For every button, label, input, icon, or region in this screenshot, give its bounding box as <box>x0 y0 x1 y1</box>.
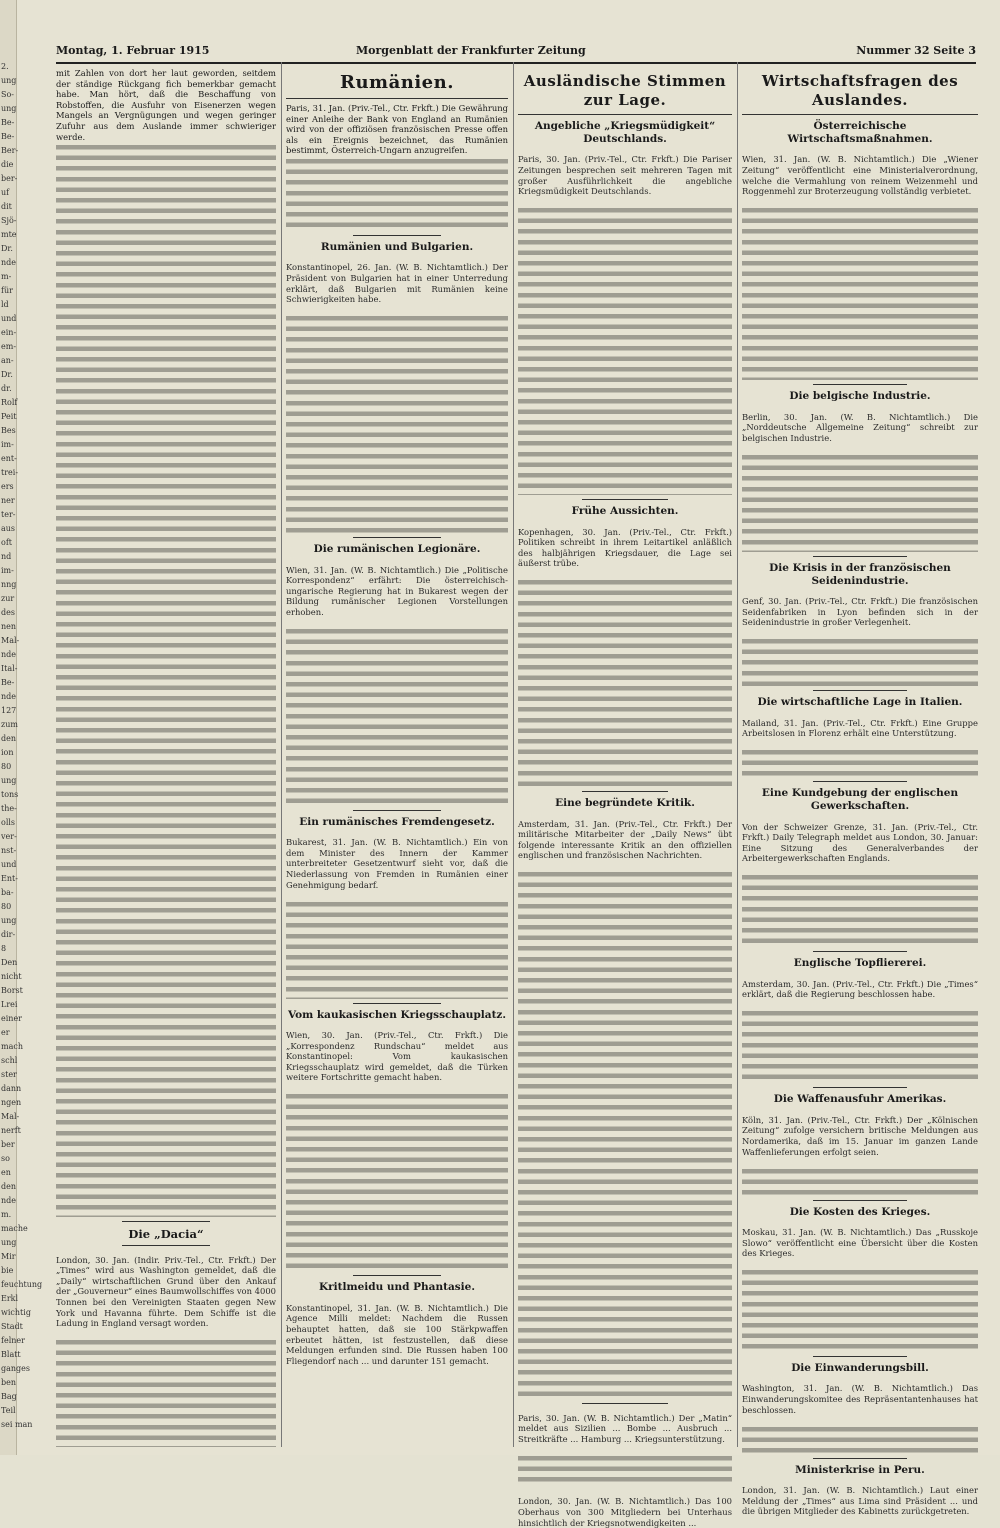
subheading-einwanderungsbill: Die Einwanderungsbill. <box>791 1362 929 1375</box>
left-edge-fragment: ein- <box>1 328 17 337</box>
left-edge-fragment: so <box>1 1154 10 1163</box>
col3-sub2-body <box>518 577 732 787</box>
col3-sub3-body <box>518 869 732 1399</box>
left-edge-fragment: Teil <box>1 1406 16 1415</box>
left-edge-fragment: ung <box>1 1238 17 1247</box>
subheading-gewerkschaften: Eine Kundgebung der englischen Gewerkschaften. <box>761 787 959 813</box>
subheading-belgische-industrie: Die belgische Industrie. <box>789 390 931 403</box>
left-edge-fragment: Rolf <box>1 398 18 407</box>
subheading-begruendete-kritik: Eine begründete Kritik. <box>555 797 695 810</box>
subheading-fruehe-aussichten: Frühe Aussichten. <box>571 505 679 518</box>
subheading-italien: Die wirtschaftliche Lage in Italien. <box>757 696 963 709</box>
left-edge-fragment: Ber- <box>1 146 19 155</box>
divider <box>353 1003 442 1004</box>
left-edge-fragment: olls <box>1 818 16 827</box>
left-edge-fragment: ganges <box>1 1364 31 1373</box>
left-edge-fragment: und <box>1 860 17 869</box>
headline-dacia: Die „Dacia“ <box>128 1227 204 1242</box>
col2-sub1-body <box>286 313 508 533</box>
title-auslaendische-stimmen: Ausländische Stimmen zur Lage. <box>523 72 727 109</box>
divider <box>813 690 907 691</box>
left-edge-fragment: 80 <box>1 902 12 911</box>
left-edge-fragment: ent- <box>1 454 17 463</box>
subheading-kriegsmuedigkeit: Angebliche „Kriegsmüdigkeit“ Deutschlands. <box>534 120 716 145</box>
left-edge-fragment: Ent- <box>1 874 18 883</box>
divider <box>813 1458 907 1459</box>
left-edge-fragment: ben <box>1 1378 17 1387</box>
left-edge-fragment: oft <box>1 538 12 547</box>
divider <box>353 810 442 811</box>
left-edge-fragment: sei man <box>1 1420 33 1429</box>
left-edge-fragment: Den <box>1 958 18 967</box>
left-edge-fragment: the- <box>1 804 17 813</box>
left-edge-fragment: nde <box>1 692 17 701</box>
left-edge-fragment: m. <box>1 1210 12 1219</box>
left-edge-fragment: schl <box>1 1056 18 1065</box>
left-edge-fragment: dr. <box>1 384 12 393</box>
left-edge-fragment: Be- <box>1 132 15 141</box>
left-edge-fragment: Peit <box>1 412 17 421</box>
left-page-edge <box>0 0 43 1455</box>
col1-dacia-body <box>56 1337 276 1447</box>
col3-sub4-body <box>518 1453 732 1488</box>
left-edge-fragment: des <box>1 608 15 617</box>
subheading-legionaere: Die rumänischen Legionäre. <box>313 543 481 556</box>
column-4 <box>742 68 978 1517</box>
left-edge-fragment: Lrei <box>1 1000 18 1009</box>
left-edge-fragment: nicht <box>1 972 22 981</box>
col2-sub5-text: Konstantinopel, 31. Jan. (W. B. Nichtamtlich.) Die Agence Milli meldet: Nachdem die Russen behauptet hatten, daß sie 100 Stärkpwaffen erbeutet hätten, ist festzustellen, daß diese Meldungen erfunden sind. Die Russen haben 100 Fliegendorf nach ... und darunter 151 gemacht. <box>286 1302 508 1366</box>
left-edge-fragment: dir- <box>1 930 16 939</box>
left-edge-fragment: ung <box>1 776 17 785</box>
left-edge-fragment: en <box>1 1168 11 1177</box>
col2-sub2-text: Wien, 31. Jan. (W. B. Nichtamtlich.) Die „Politische Korrespondenz“ erfährt: Die österreichisch-ungarische Regierung hat in Bukarest wegen der Bildung rumänischer Legionen Vorstellungen erhoben. <box>286 564 508 617</box>
col4-sub7-body <box>742 1166 978 1196</box>
title-rumaenien: Rumänien. <box>340 72 454 93</box>
col4-sub6-body <box>742 1008 978 1083</box>
left-edge-fragment: trei- <box>1 468 19 477</box>
left-edge-fragment: ung <box>1 76 17 85</box>
left-edge-fragment: nde <box>1 258 17 267</box>
left-edge-fragment: So- <box>1 90 14 99</box>
left-edge-fragment: mache <box>1 1224 28 1233</box>
left-edge-fragment: zur <box>1 594 15 603</box>
left-edge-fragment: ver- <box>1 832 17 841</box>
left-edge-fragment: feuchtung <box>1 1280 43 1289</box>
col2-sub4-text: Wien, 30. Jan. (Priv.-Tel., Ctr. Frkft.) Die „Korrespondenz Rundschau“ meldet aus Konstantinopel: Vom kaukasischen Kriegsschauplatz wird gemeldet, daß die Türken weitere Fortschritte gemacht haben. <box>286 1030 508 1083</box>
col3-sub1-body <box>518 205 732 495</box>
col4-sub8-body <box>742 1267 978 1352</box>
left-edge-fragment: einer <box>1 1014 23 1023</box>
col4-sub1-body <box>742 205 978 380</box>
divider <box>813 1087 907 1088</box>
col4-sub6-text: Amsterdam, 30. Jan. (Priv.-Tel., Ctr. Frkft.) Die „Times“ erklärt, daß die Regierung beschlossen habe. <box>742 978 978 1000</box>
left-edge-fragment: nst- <box>1 846 17 855</box>
left-edge-fragment: nd <box>1 552 12 561</box>
title-wirtschaftsfragen: Wirtschaftsfragen des Auslandes. <box>761 72 959 109</box>
divider <box>353 235 442 236</box>
left-edge-fragment: ba- <box>1 888 14 897</box>
left-edge-fragment: Ital- <box>1 664 18 673</box>
left-edge-fragment: wichtig <box>1 1308 31 1317</box>
page-header <box>56 40 976 64</box>
left-edge-fragment: tons <box>1 790 19 799</box>
left-edge-fragment: ung <box>1 104 17 113</box>
col2-sub2-body <box>286 626 508 806</box>
left-edge-fragment: 80 <box>1 762 12 771</box>
left-edge-fragment: 8 <box>1 944 7 953</box>
left-edge-fragment: im- <box>1 440 14 449</box>
subheading-rumaenien-bulgarien: Rumänien und Bulgarien. <box>320 240 474 253</box>
subheading-oesterreich: Österreichische Wirtschaftsmaßnahmen. <box>787 120 933 145</box>
col2-sub3-body <box>286 899 508 999</box>
subheading-kaukasus: Vom kaukasischen Kriegsschauplatz. <box>287 1008 507 1021</box>
col1-dacia-text: London, 30. Jan. (Indir. Priv.-Tel., Ctr. Frkft.) Der „Times“ wird aus Washington gemeldet, daß die „Daily“ wirtschaftlichen Grund über den Ankauf der „Gouverneur“ eines Baumwollschiffes von 4000 Tonnen bei den Vereinigten Staaten gegen New York und Havanna führte. Dem Schiffe ist die Ladung in England versagt worden. <box>56 1254 276 1329</box>
col4-sub5-text: Von der Schweizer Grenze, 31. Jan. (Priv.-Tel., Ctr. Frkft.) Daily Telegraph meldet aus London, 30. Januar: Eine Sitzung des Generalverbandes der Arbeitergewerkschaften Englands. <box>742 821 978 864</box>
col2-body-text <box>286 156 508 231</box>
col2-sub4-body <box>286 1091 508 1271</box>
col4-sub9-text: Washington, 31. Jan. (W. B. Nichtamtlich.) Das Einwanderungskomitee des Repräsentantenhauses hat beschlossen. <box>742 1383 978 1415</box>
left-edge-fragment: ter- <box>1 510 16 519</box>
left-edge-fragment: den <box>1 734 17 743</box>
subheading-peru: Ministerkrise in Peru. <box>795 1463 925 1476</box>
divider <box>353 537 442 538</box>
header-date: Montag, 1. Februar 1915 <box>56 44 210 57</box>
col4-sub4-text: Mailand, 31. Jan. (Priv.-Tel., Ctr. Frkft.) Eine Gruppe Arbeitslosen in Florenz erhält eine Unterstützung. <box>742 717 978 739</box>
left-edge-fragment: mach <box>1 1042 23 1051</box>
divider <box>286 98 508 99</box>
col2-sub3-text: Bukarest, 31. Jan. (W. B. Nichtamtlich.) Ein von dem Minister des Innern der Kammer unterbreiteter Gesetzentwurf sieht vor, daß die Niederlassung von Fremden in Rumänien einer Genehmigung bedarf. <box>286 837 508 890</box>
col4-sub10-text: London, 31. Jan. (W. B. Nichtamtlich.) Laut einer Meldung der „Times“ aus Lima sind Präsident ... und die übrigen Mitglieder des Kabinetts zurückgetreten. <box>742 1485 978 1517</box>
left-edge-fragment: ld <box>1 300 9 309</box>
subheading-phantasie: Kritlmeidu und Phantasie. <box>318 1281 476 1294</box>
col4-sub2-text: Berlin, 30. Jan. (W. B. Nichtamtlich.) Die „Norddeutsche Allgemeine Zeitung“ schreibt zur belgischen Industrie. <box>742 411 978 443</box>
subheading-seidenindustrie: Die Krisis in der französischen Seidenindustrie. <box>769 561 951 587</box>
left-edge-fragment: em- <box>1 342 17 351</box>
col4-sub9-body <box>742 1424 978 1454</box>
divider <box>582 1403 668 1404</box>
divider <box>742 114 978 115</box>
divider <box>813 384 907 385</box>
left-edge-fragment: Blatt <box>1 1350 21 1359</box>
left-edge-fragment: Sjö- <box>1 216 17 225</box>
left-edge-fragment: nng <box>1 580 17 589</box>
column-rule <box>513 62 514 1447</box>
left-edge-fragment: und <box>1 314 17 323</box>
col2-lead-text: Paris, 31. Jan. (Priv.-Tel., Ctr. Frkft.) Die Gewährung einer Anleihe der Bank von England an Rumänien wird von der offiziösen französischen Presse offen als ein Ereignis bezeichnet, das Rumänien bestimmt, Österreich-Ungarn anzugreifen. <box>286 103 508 156</box>
left-edge-fragment: Bes <box>1 426 16 435</box>
col4-sub8-text: Moskau, 31. Jan. (W. B. Nichtamtlich.) Das „Russkoje Slowo“ veröffentlicht eine Übersicht über die Kosten des Krieges. <box>742 1226 978 1259</box>
left-edge-fragment: zum <box>1 720 18 729</box>
col4-sub4-body <box>742 747 978 777</box>
left-edge-fragment: ner <box>1 496 15 505</box>
left-edge-fragment: Erkl <box>1 1294 19 1303</box>
divider <box>122 1221 210 1222</box>
column-2 <box>286 68 508 1447</box>
left-edge-fragment: er <box>1 1028 10 1037</box>
divider <box>813 781 907 782</box>
left-edge-fragment: Stadt <box>1 1322 23 1331</box>
col4-sub1-text: Wien, 31. Jan. (W. B. Nichtamtlich.) Die „Wiener Zeitung“ veröffentlicht eine Ministerialverordnung, welche die Vermahlung von reinem Weizenmehl und Roggenmehl zur Broterzeugung vollständig verbietet. <box>742 154 978 197</box>
left-edge-fragment: für <box>1 286 13 295</box>
divider <box>813 1356 907 1357</box>
subheading-topfliererei: Englische Topfliererei. <box>793 957 927 970</box>
col4-sub7-text: Köln, 31. Jan. (Priv.-Tel., Ctr. Frkft.) Der „Kölnischen Zeitung“ zufolge versichern britische Meldungen aus Nordamerika, daß im 15. Januar im ganzen Lande Waffenlieferungen erfolgt seien. <box>742 1114 978 1157</box>
left-edge-fragment: Mal- <box>1 636 20 645</box>
left-edge-fragment: dit <box>1 202 12 211</box>
col3-sub5-text: London, 30. Jan. (W. B. Nichtamtlich.) Das 100 Oberhaus von 300 Mitgliedern bei Unterhaus hinsichtlich der Kriegsnotwendigkeiten ... <box>518 1496 732 1528</box>
header-page-number: Nummer 32 Seite 3 <box>856 44 976 57</box>
left-edge-fragment: Mir <box>1 1252 16 1261</box>
column-3 <box>518 68 732 1528</box>
left-edge-fragment: Dr. <box>1 370 13 379</box>
left-edge-fragment: ung <box>1 916 17 925</box>
subheading-waffenausfuhr: Die Waffenausfuhr Amerikas. <box>773 1093 947 1106</box>
left-edge-fragment: Dr. <box>1 244 13 253</box>
column-1 <box>56 68 276 1447</box>
left-edge-fragment: 127 <box>1 706 17 715</box>
divider <box>353 1275 442 1276</box>
divider <box>582 499 668 500</box>
col3-sub1-text: Paris, 30. Jan. (Priv.-Tel., Ctr. Frkft.) Die Pariser Zeitungen besprechen seit mehreren Tagen mit großer Ausführlichkeit die angebliche Kriegsmüdigkeit Deutschlands. <box>518 154 732 197</box>
left-edge-fragment: uf <box>1 188 10 197</box>
col1-body-text <box>56 142 276 1217</box>
left-edge-fragment: ngen <box>1 1098 22 1107</box>
left-edge-fragment: ster <box>1 1070 17 1079</box>
col1-lead-text: mit Zahlen von dort her laut geworden, seitdem der ständige Rückgang fich bemerkbar gemacht habe. Man hört, daß die Beschaffung von Robstoffen, die Ausfuhr von Eisenerzen wegen Mangels an Vergnügungen und wegen geringer Zufuhr aus dem Auslande immer schwieriger werde. <box>56 68 276 142</box>
left-edge-fragment: ers <box>1 482 14 491</box>
left-edge-fragment: ion <box>1 748 14 757</box>
divider <box>582 791 668 792</box>
subheading-fremdengesetz: Ein rumänisches Fremdengesetz. <box>299 815 495 828</box>
col3-sub2-text: Kopenhagen, 30. Jan. (Priv.-Tel., Ctr. Frkft.) Politiken schreibt in ihrem Leitartikel anläßlich des halbjährigen Kriegsdauer, die Lage sei äußerst trübe. <box>518 526 732 569</box>
divider <box>813 556 907 557</box>
left-edge-fragment: nde <box>1 1196 17 1205</box>
col4-sub3-text: Genf, 30. Jan. (Priv.-Tel., Ctr. Frkft.) Die französischen Seidenfabriken in Lyon befinden sich in der Seidenindustrie in großer Verlegenheit. <box>742 596 978 628</box>
left-edge-fragment: nen <box>1 622 17 631</box>
left-edge-fragment: an- <box>1 356 14 365</box>
divider <box>813 951 907 952</box>
left-edge-fragment: Mal- <box>1 1112 20 1121</box>
left-edge-fragment: die <box>1 160 14 169</box>
left-edge-fragment: Be- <box>1 678 15 687</box>
col2-sub1-text: Konstantinopel, 26. Jan. (W. B. Nichtamtlich.) Der Präsident von Bulgarien hat in einer Unterredung erklärt, daß Bulgarien mit Rumänien keine Schwierigkeiten habe. <box>286 262 508 305</box>
col3-sub4-text: Paris, 30. Jan. (W. B. Nichtamtlich.) Der „Matin“ meldet aus Sizilien ... Bombe ... Ausbruch ... Streitkräfte ... Hamburg ... Kriegsunterstützung. <box>518 1412 732 1445</box>
left-edge-fragment: 2. <box>1 62 9 71</box>
divider <box>813 1200 907 1201</box>
divider <box>122 1245 210 1246</box>
left-edge-fragment: den <box>1 1182 17 1191</box>
left-edge-fragment: im- <box>1 566 14 575</box>
left-edge-fragment: nde <box>1 650 17 659</box>
left-edge-fragment: Bag <box>1 1392 17 1401</box>
left-edge-fragment: ber <box>1 1140 15 1149</box>
left-edge-fragment: Borst <box>1 986 23 995</box>
left-edge-fragment: ber- <box>1 174 18 183</box>
column-rule <box>281 62 282 1447</box>
header-paper-name: Morgenblatt der Frankfurter Zeitung <box>356 44 586 57</box>
left-edge-fragment: bie <box>1 1266 14 1275</box>
left-edge-fragment: felner <box>1 1336 25 1345</box>
divider <box>518 114 732 115</box>
col4-sub2-body <box>742 452 978 552</box>
col3-sub3-text: Amsterdam, 31. Jan. (Priv.-Tel., Ctr. Frkft.) Der militärische Mitarbeiter der „Daily News“ übt folgende interessante Kritik an den offiziellen englischen und französischen Nachrichten. <box>518 818 732 861</box>
col4-sub5-body <box>742 872 978 947</box>
left-edge-fragment: mte <box>1 230 17 239</box>
column-rule <box>737 62 738 1447</box>
left-edge-fragment: nerft <box>1 1126 21 1135</box>
left-edge-fragment: aus <box>1 524 16 533</box>
left-edge-fragment: m- <box>1 272 12 281</box>
subheading-kosten: Die Kosten des Krieges. <box>789 1205 931 1218</box>
col4-sub3-body <box>742 636 978 686</box>
left-edge-fragment: Be- <box>1 118 15 127</box>
left-edge-fragment: dann <box>1 1084 22 1093</box>
